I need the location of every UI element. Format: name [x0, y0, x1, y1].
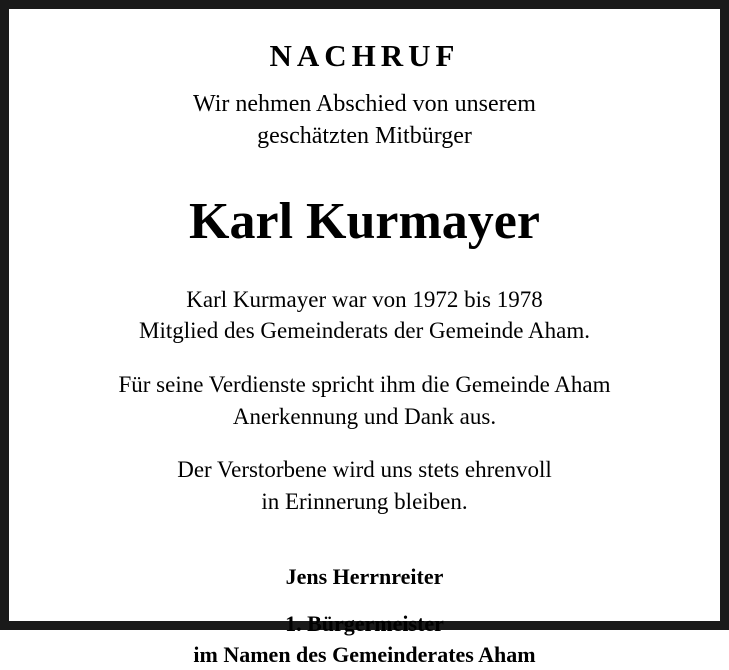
signer-name: Jens Herrnreiter [193, 562, 535, 593]
body-paragraph-3 [177, 454, 552, 517]
intro-line-2: geschätzten Mitbürger [193, 121, 536, 153]
intro-line-1: Wir nehmen Abschied von unserem [193, 89, 536, 121]
signature-block [193, 562, 535, 670]
body-paragraph-1-line-2: Mitglied des Gemeinderats der Gemeinde Aham. [139, 315, 590, 347]
body-paragraph-3-line-2: in Erinnerung bleiben. [177, 486, 552, 518]
signer-organization: im Namen des Gemeinderates Aham [193, 640, 535, 670]
body-paragraph-2 [118, 369, 610, 432]
body-paragraph-2-line-2: Anerkennung und Dank aus. [118, 401, 610, 433]
body-paragraph-1 [139, 284, 590, 347]
body-paragraph-1-line-1: Karl Kurmayer war von 1972 bis 1978 [139, 284, 590, 316]
body-paragraph-2-line-1: Für seine Verdienste spricht ihm die Gemeinde Aham [118, 369, 610, 401]
intro-text [193, 89, 536, 153]
deceased-name: Karl Kurmayer [189, 195, 540, 250]
notice-heading: NACHRUF [270, 39, 460, 73]
signer-role: 1. Bürgermeister [193, 609, 535, 640]
body-paragraph-3-line-1: Der Verstorbene wird uns stets ehrenvoll [177, 454, 552, 486]
